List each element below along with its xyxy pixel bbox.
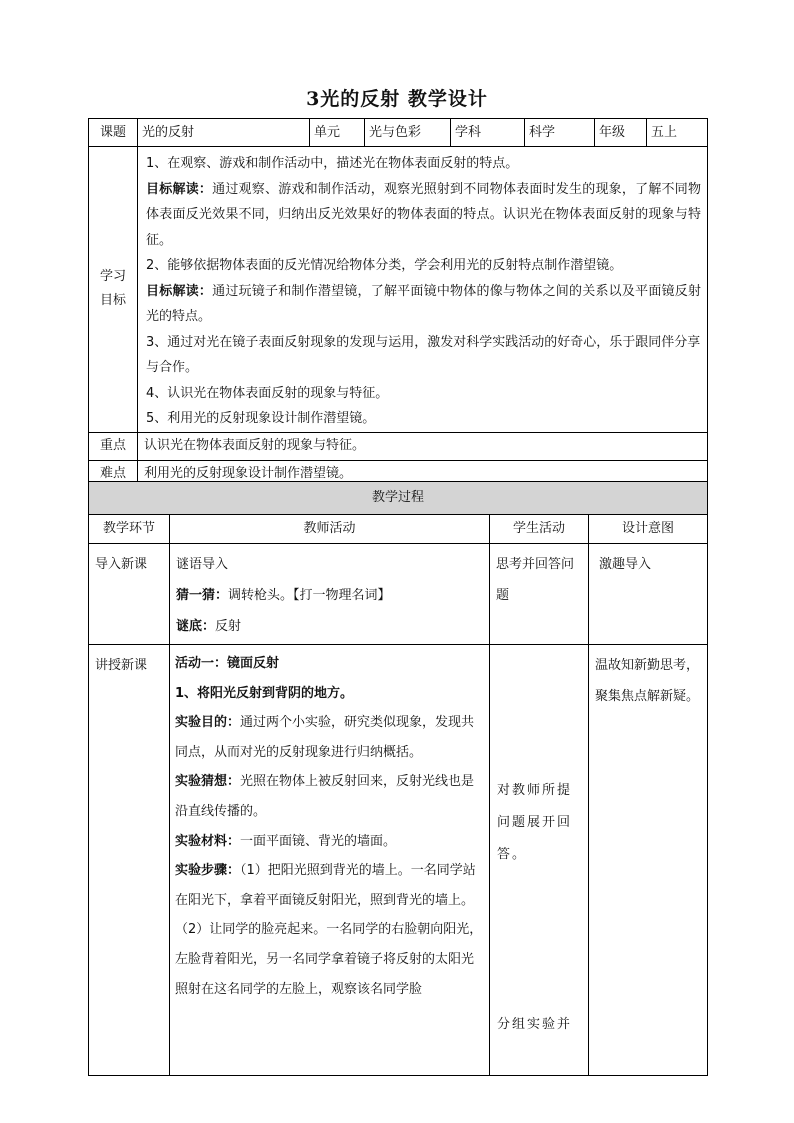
steps-continued: （2）让同学的脸亮起来。一名同学的右脸朝向阳光，左脸背着阳光，另一名同学拿着镜子将反射的太阳光照射在这名同学的左脸上，观察该名同学脸 — [175, 922, 483, 997]
purpose — [175, 708, 483, 767]
materials-label: 实验材料： — [175, 833, 241, 849]
steps — [175, 856, 483, 915]
intro-row — [89, 544, 708, 645]
column-header: 设计意图 — [589, 515, 708, 544]
guess-label: 猜一猜： — [176, 588, 229, 603]
goal-1-explanation — [146, 177, 701, 254]
process-heading: 教学过程 — [89, 482, 708, 515]
goal-4: 4、认识光在物体表面反射的现象与特征。 — [146, 385, 389, 401]
intro-line-3 — [176, 611, 483, 642]
info-row — [89, 119, 708, 147]
column-header: 学生活动 — [490, 515, 589, 544]
intro-teacher — [170, 544, 490, 645]
lesson-student-text-1: 对教师所提问题展开回答。 — [497, 783, 573, 862]
goal-3: 3、通过对光在镜子表面反射现象的发现与运用，激发对科学实践活动的好奇心，乐于跟同伴分享与合作。 — [146, 334, 701, 375]
hypothesis — [175, 767, 483, 826]
riddle-text: 调转枪头。【打一物理名词】 — [228, 588, 391, 603]
goal-2-explanation — [146, 279, 701, 330]
lesson-stage — [89, 645, 170, 1076]
lesson-row — [89, 645, 708, 1076]
steps-label: 实验步骤： — [175, 863, 241, 879]
key-point-label: 重点 — [89, 432, 138, 460]
unit-value: 光与色彩 — [365, 119, 451, 147]
goal-2: 2、能够依据物体表面的反光情况给物体分类，学会利用光的反射特点制作潜望镜。 — [146, 258, 623, 273]
goals-label-line2: 目标 — [99, 293, 126, 309]
page-title: 3光的反射 教学设计 — [306, 88, 488, 110]
answer-label: 谜底： — [176, 619, 216, 634]
topic-label: 课题 — [89, 119, 138, 147]
lesson-info-table — [88, 118, 708, 489]
intro-line-2 — [176, 580, 483, 611]
teaching-process-table — [88, 481, 708, 1076]
activity-title: 活动一：镜面反射 — [175, 656, 280, 671]
process-heading-row — [89, 482, 708, 515]
answer-text: 反射 — [215, 619, 242, 634]
intro-intent-text: 激趣导入 — [599, 557, 652, 572]
steps-text: （1）把阳光照到背光的墙上。一名同学站在阳光下，拿着平面镜反射阳光，照到背光的墙上。 — [175, 863, 476, 908]
step-title: 1、将阳光反射到背阴的地方。 — [175, 685, 354, 701]
goals-row — [89, 147, 708, 433]
intro-intent — [589, 544, 708, 645]
materials-text: 一面平面镜、背光的墙面。 — [240, 833, 397, 849]
topic-value: 光的反射 — [138, 119, 310, 147]
grade-label: 年级 — [595, 119, 647, 147]
goals-label-line1: 学习 — [99, 269, 126, 285]
goal-1: 1、在观察、游戏和制作活动中，描述光在物体表面反射的特点。 — [146, 156, 519, 171]
intro-stage-text: 导入新课 — [95, 557, 148, 572]
intro-stage — [89, 544, 170, 645]
intro-student — [490, 544, 589, 645]
key-point-row — [89, 432, 708, 460]
explanation-label: 目标解读： — [146, 283, 213, 299]
column-header: 教学环节 — [89, 515, 170, 544]
purpose-text: 通过两个小实验，研究类似现象，发现共同点，从而对光的反射现象进行归纳概括。 — [175, 715, 475, 760]
hypothesis-label: 实验猜想： — [175, 774, 241, 790]
materials — [175, 827, 483, 857]
subject-value: 科学 — [525, 119, 595, 147]
lesson-student — [490, 645, 589, 1076]
goals-label — [89, 147, 138, 433]
goal-5: 5、利用光的反射现象设计制作潜望镜。 — [146, 411, 376, 426]
explanation-text: 通过观察、游戏和制作活动，观察光照射到不同物体表面时发生的现象，了解不同物体表面反光效果不同，归纳出反光效果好的物体表面的特点。认识光在物体表面反射的现象与特征。 — [146, 181, 701, 248]
difficulty-text: 利用光的反射现象设计制作潜望镜。 — [138, 460, 708, 488]
purpose-label: 实验目的： — [175, 715, 241, 731]
lesson-intent — [589, 645, 708, 1076]
lesson-stage-text: 讲授新课 — [95, 658, 148, 673]
explanation-label: 目标解读： — [146, 181, 213, 197]
lesson-student-text-2: 分组实验并 — [497, 1017, 573, 1032]
intro-line-1: 谜语导入 — [176, 557, 229, 572]
goals-content — [138, 147, 708, 433]
intro-student-text: 思考并回答问题 — [496, 557, 575, 603]
grade-value: 五上 — [647, 119, 708, 147]
column-header: 教师活动 — [170, 515, 490, 544]
explanation-text: 通过玩镜子和制作潜望镜，了解平面镜中物体的像与物体之间的关系以及平面镜反射光的特点。 — [146, 283, 701, 324]
lesson-intent-text: 温故知新勤思考，聚集焦点解新疑。 — [595, 658, 700, 704]
process-header-row — [89, 515, 708, 544]
unit-label: 单元 — [310, 119, 365, 147]
key-point-text: 认识光在物体表面反射的现象与特征。 — [138, 432, 708, 460]
subject-label: 学科 — [451, 119, 525, 147]
hypothesis-text: 光照在物体上被反射回来，反射光线也是沿直线传播的。 — [175, 774, 475, 819]
difficulty-label: 难点 — [89, 460, 138, 488]
lesson-teacher — [170, 645, 490, 1076]
